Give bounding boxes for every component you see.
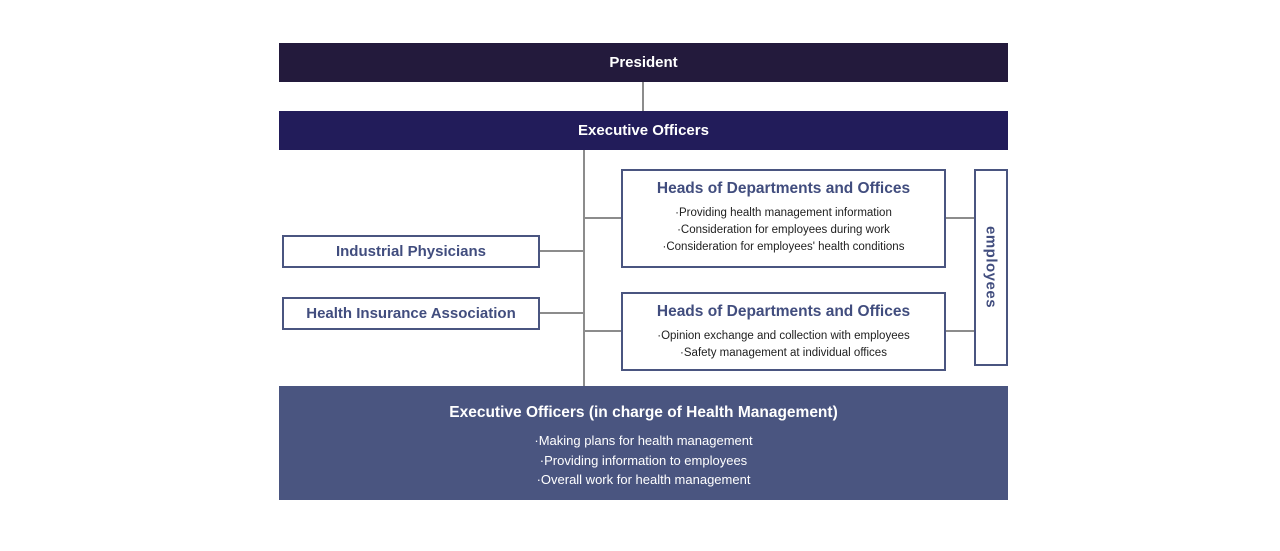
department-item: ·Opinion exchange and collection with employees: [657, 330, 910, 342]
department-item: ·Consideration for employees during work: [677, 224, 890, 236]
health-management-officers-title: Executive Officers (in charge of Health Management): [449, 404, 838, 421]
connector-to-insurance: [539, 312, 583, 314]
health-insurance-association-label: Health Insurance Association: [306, 305, 516, 322]
department-item: ·Consideration for employees' health conditions: [662, 241, 905, 253]
executive-officers-label: Executive Officers: [578, 122, 709, 139]
health-management-item: ·Providing information to employees: [539, 452, 748, 468]
employees-label: employees: [982, 226, 1000, 309]
department-box: [621, 292, 946, 371]
department-item: ·Safety management at individual offices: [680, 347, 887, 359]
connector-to-physicians: [539, 250, 583, 252]
employees-box: [974, 169, 1008, 366]
executive-officers-box: [279, 111, 1008, 150]
health-management-item: ·Overall work for health management: [536, 472, 751, 487]
connector-to-dept-1: [583, 217, 622, 219]
president-box: [279, 43, 1008, 82]
president-label: President: [609, 54, 678, 71]
department-title: Heads of Departments and Offices: [656, 303, 911, 320]
department-title: Heads of Departments and Offices: [656, 180, 911, 197]
health-insurance-association-box: [282, 297, 540, 330]
connector-trunk: [583, 150, 585, 386]
connector-to-dept-2: [583, 330, 622, 332]
industrial-physicians-box: [282, 235, 540, 268]
department-box: [621, 169, 946, 268]
connector-dept-2-employees: [945, 330, 975, 332]
industrial-physicians-label: Industrial Physicians: [335, 243, 487, 260]
health-management-officers-box: [279, 386, 1008, 500]
connector-dept-1-employees: [945, 217, 975, 219]
department-item: ·Providing health management information: [675, 207, 892, 219]
health-management-item: ·Making plans for health management: [534, 433, 753, 448]
connector-president-executive: [642, 82, 644, 111]
